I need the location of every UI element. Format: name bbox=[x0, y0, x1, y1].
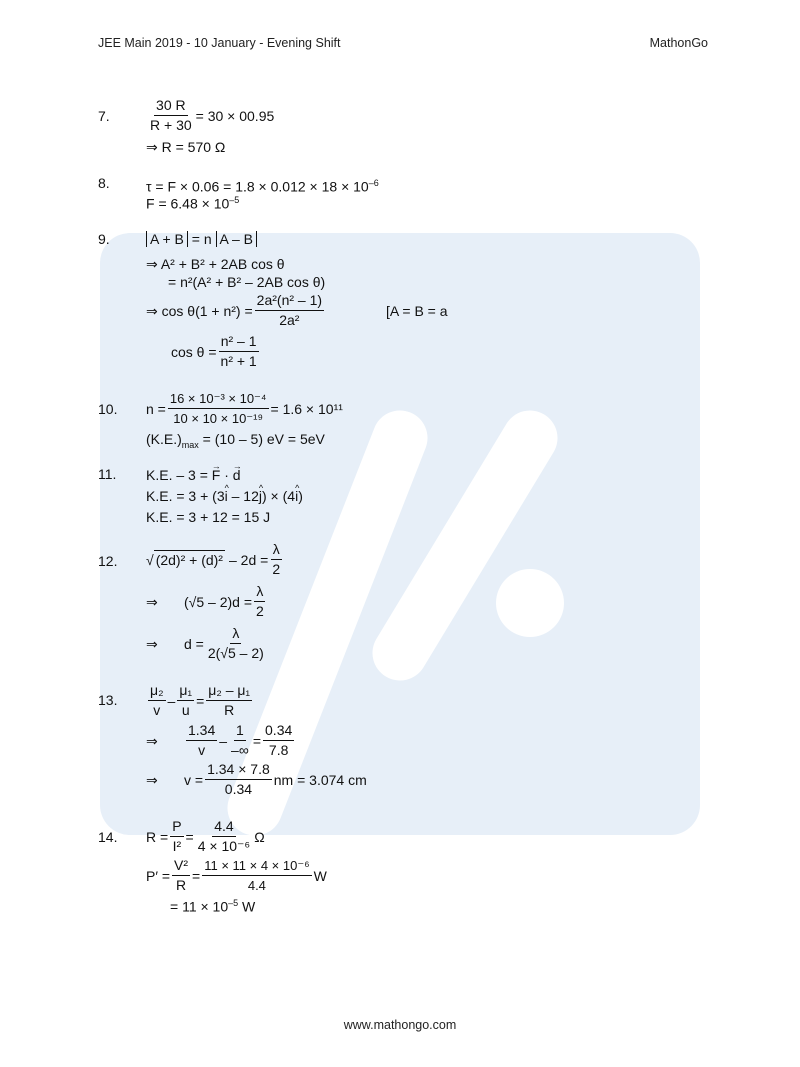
q14-l1-f1 bbox=[170, 818, 183, 855]
question-number-13: 13. bbox=[98, 692, 118, 708]
q10-rhs: = 1.6 × 10¹¹ bbox=[270, 400, 343, 417]
q12-root-content: (2d)² + (d)² bbox=[155, 552, 223, 568]
q13-f2-den: u bbox=[181, 702, 190, 718]
header-title: JEE Main 2019 - 10 January - Evening Shift bbox=[98, 36, 341, 50]
q11-j-hat: ^ j bbox=[259, 487, 262, 505]
q9-line-4-lhs: ⇒ cos θ(1 + n²) = bbox=[146, 302, 253, 319]
q12-line-3-numerator: λ bbox=[230, 625, 241, 644]
q11-dot: · bbox=[220, 467, 233, 483]
q14-line-2 bbox=[146, 857, 327, 894]
q14-line-1-lhs: R = bbox=[146, 828, 169, 845]
q9-line-5-lhs: cos θ = bbox=[171, 343, 217, 360]
q14-l2-f1 bbox=[172, 857, 190, 894]
q14-l2-unit: W bbox=[313, 867, 327, 884]
q12-line-1-numerator: λ bbox=[271, 541, 282, 560]
q13-l2-f1-num: 1.34 bbox=[186, 722, 217, 741]
q14-line-3-exponent: –5 bbox=[228, 898, 239, 908]
q13-equals: = bbox=[196, 692, 205, 709]
q13-f1 bbox=[148, 682, 166, 719]
q14-l2-f2-num: 11 × 11 × 4 × 10⁻⁶ bbox=[202, 857, 311, 876]
q11-l2-c: ) × (4 bbox=[262, 488, 296, 504]
q14-line-1 bbox=[146, 818, 265, 855]
q9-line-4-numerator: 2a²(n² – 1) bbox=[255, 292, 324, 311]
q14-line-3-unit: W bbox=[238, 898, 256, 915]
q14-line-2-lhs: P′ = bbox=[146, 867, 171, 884]
q13-l2-f3-den: 7.8 bbox=[268, 742, 289, 758]
q11-i-hat: ^ i bbox=[225, 487, 228, 505]
q14-l1-unit: Ω bbox=[254, 828, 265, 845]
q14-l1-f2-den: 4 × 10⁻⁶ bbox=[197, 838, 251, 854]
q14-line-3-text: = 11 × 10 bbox=[170, 898, 229, 915]
q9-line-3: = n²(A² + B² – 2AB cos θ) bbox=[168, 274, 326, 290]
q9-mid: = n bbox=[191, 231, 212, 247]
q13-line-3-lhs: v = bbox=[184, 771, 204, 788]
q8-line-1-text: τ = F × 0.06 = 1.8 × 0.012 × 18 × 10 bbox=[146, 178, 369, 195]
q9-abs-sum: A + B bbox=[146, 231, 188, 247]
q13-line-1 bbox=[146, 682, 254, 719]
q10-fraction bbox=[168, 390, 269, 427]
q9-line-5-numerator: n² – 1 bbox=[219, 333, 259, 352]
q13-l2-f2-den: –∞ bbox=[231, 742, 249, 758]
q13-l2-f3 bbox=[263, 722, 294, 759]
q13-f1-num: μ₂ bbox=[148, 682, 166, 701]
q13-line-3-result: nm = 3.074 cm bbox=[273, 771, 367, 788]
q12-line-2-numerator: λ bbox=[254, 583, 265, 602]
q14-l1-f1-num: P bbox=[170, 818, 183, 837]
q14-l2-f1-den: R bbox=[175, 877, 187, 893]
q13-f3-den: R bbox=[224, 702, 235, 718]
q14-l2-equals: = bbox=[192, 867, 201, 884]
q13-l2-minus: – bbox=[219, 732, 228, 749]
q14-line-3 bbox=[170, 894, 255, 916]
q13-l2-equals: = bbox=[252, 732, 262, 749]
q14-l2-f2 bbox=[202, 857, 311, 894]
q13-line-3 bbox=[146, 761, 367, 798]
header-brand: MathonGo bbox=[649, 36, 708, 50]
q14-l1-f1-den: I² bbox=[172, 838, 182, 854]
q13-l2-f2 bbox=[229, 722, 251, 759]
q9-abs-diff: A – B bbox=[216, 231, 257, 247]
q9-line-4-note: [A = B = a bbox=[386, 302, 448, 319]
q13-line-2-implies: ⇒ bbox=[146, 732, 158, 749]
q11-force-vector: → F bbox=[212, 466, 221, 484]
q12-line-1 bbox=[146, 541, 284, 578]
q9-line-5-fraction bbox=[219, 333, 259, 370]
q12-line-1-mid: – 2d = bbox=[228, 551, 269, 568]
q14-l2-f1-num: V² bbox=[172, 857, 190, 876]
q13-f2 bbox=[177, 682, 194, 719]
q11-i-hat-2: ^ i bbox=[295, 487, 298, 505]
q7-denominator: R + 30 bbox=[150, 117, 192, 133]
q10-denominator: 10 × 10 × 10⁻¹⁹ bbox=[173, 411, 264, 426]
q11-displacement-vector: → d bbox=[233, 466, 241, 484]
q13-l2-f2-num: 1 bbox=[234, 722, 246, 741]
q12-line-2-implies: ⇒ bbox=[146, 593, 158, 610]
q9-line-4-denominator: 2a² bbox=[279, 312, 300, 328]
q13-line-3-num: 1.34 × 7.8 bbox=[205, 761, 272, 780]
q13-line-3-implies: ⇒ bbox=[146, 771, 158, 788]
q11-l2-a: K.E. = 3 + (3 bbox=[146, 488, 225, 504]
q12-line-3-denominator: 2(√5 – 2) bbox=[207, 645, 264, 661]
q9-line-5-denominator: n² + 1 bbox=[220, 353, 257, 369]
q10-line-2 bbox=[146, 430, 325, 454]
q11-l2-b: – 12 bbox=[227, 488, 259, 504]
q10-line-2-rest: = (10 – 5) eV = 5eV bbox=[198, 431, 325, 447]
q9-line-4-fraction bbox=[255, 292, 324, 329]
q10-line-2-sub: max bbox=[181, 439, 199, 450]
q10-numerator: 16 × 10⁻³ × 10⁻⁴ bbox=[168, 390, 269, 409]
q12-root-sign: √ bbox=[146, 551, 154, 568]
q14-l2-f2-den: 4.4 bbox=[247, 878, 266, 893]
q13-l2-f3-num: 0.34 bbox=[263, 722, 294, 741]
q14-l1-f2 bbox=[196, 818, 252, 855]
q12-line-3-implies: ⇒ bbox=[146, 635, 158, 652]
q12-line-3-fraction bbox=[206, 625, 266, 662]
q13-line-3-fraction bbox=[205, 761, 272, 798]
q7-numerator: 30 R bbox=[154, 97, 188, 116]
q10-line-2-ke: (K.E.) bbox=[146, 431, 182, 447]
q12-line-3 bbox=[146, 625, 268, 662]
q12-line-2-lhs: (√5 – 2)d = bbox=[184, 593, 252, 610]
q9-line-4 bbox=[146, 292, 448, 329]
q12-line-1-fraction bbox=[270, 541, 282, 578]
q11-l2-d: ) bbox=[298, 488, 303, 504]
q8-line-2-text: F = 6.48 × 10 bbox=[146, 195, 230, 212]
q8-line-2-exponent: –5 bbox=[229, 195, 240, 205]
q8-line-2 bbox=[146, 191, 239, 213]
q7-result: ⇒ R = 570 Ω bbox=[146, 139, 226, 155]
footer-url: www.mathongo.com bbox=[343, 1018, 457, 1032]
q13-line-2 bbox=[146, 722, 296, 759]
q14-l1-f2-num: 4.4 bbox=[212, 818, 235, 837]
q13-l2-f1 bbox=[186, 722, 217, 759]
q11-line-3: K.E. = 3 + 12 = 15 J bbox=[146, 509, 271, 525]
question-number-7: 7. bbox=[98, 108, 110, 124]
watermark-dot bbox=[496, 569, 564, 637]
q14-l1-equals: = bbox=[185, 828, 194, 845]
q7-fraction bbox=[148, 97, 194, 134]
q13-f1-den: v bbox=[153, 702, 161, 718]
q9-line-1 bbox=[146, 230, 257, 248]
q13-f2-num: μ₁ bbox=[177, 682, 194, 701]
q7-equation bbox=[146, 97, 274, 134]
q12-line-1-denominator: 2 bbox=[272, 561, 281, 577]
q13-f3-num: μ₂ – μ₁ bbox=[206, 682, 252, 701]
q11-line-1-lhs: K.E. – 3 = bbox=[146, 467, 212, 483]
q12-line-3-lhs: d = bbox=[184, 635, 204, 652]
q9-line-5 bbox=[171, 333, 261, 370]
question-number-10: 10. bbox=[98, 401, 118, 417]
q10-line-1 bbox=[146, 390, 343, 427]
question-number-8: 8. bbox=[98, 175, 110, 191]
q12-line-2-fraction bbox=[254, 583, 266, 620]
q12-line-2 bbox=[146, 583, 268, 620]
q13-l2-f1-den: v bbox=[198, 742, 206, 758]
q12-line-2-denominator: 2 bbox=[256, 603, 264, 619]
q7-rhs: = 30 × 00.95 bbox=[195, 107, 275, 124]
question-number-14: 14. bbox=[98, 829, 118, 845]
q13-line-3-den: 0.34 bbox=[224, 781, 253, 797]
question-number-11: 11. bbox=[98, 466, 117, 482]
question-number-9: 9. bbox=[98, 231, 110, 247]
q11-line-2 bbox=[146, 487, 303, 505]
q9-line-2: ⇒ A² + B² + 2AB cos θ bbox=[146, 256, 285, 272]
q10-lhs: n = bbox=[146, 400, 166, 417]
q13-f3 bbox=[206, 682, 252, 719]
q8-line-1-exponent: –6 bbox=[368, 178, 379, 188]
q13-minus: – bbox=[167, 692, 176, 709]
question-number-12: 12. bbox=[98, 553, 118, 569]
